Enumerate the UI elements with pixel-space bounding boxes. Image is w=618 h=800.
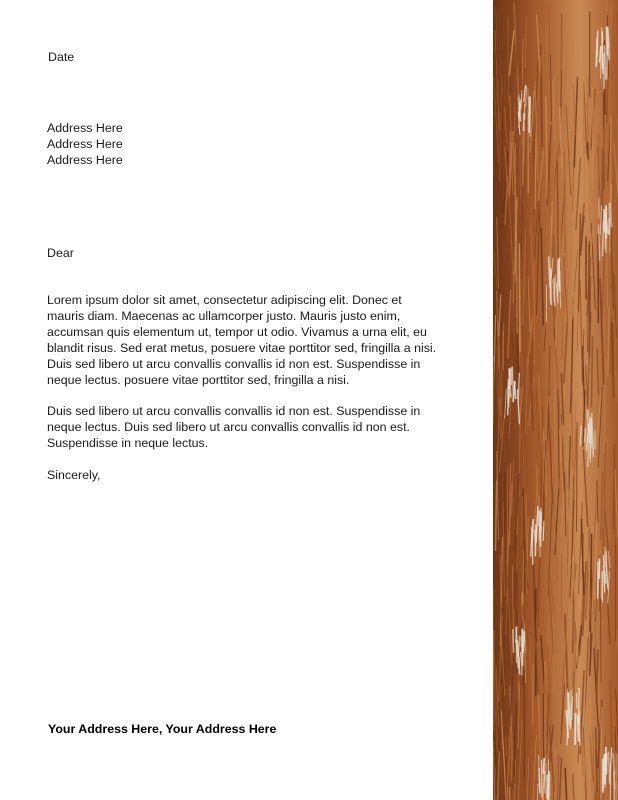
fur-spot-strand [590,417,591,444]
fur-spot-strand [543,758,544,774]
fur-strand [510,131,511,179]
fur-spot-strand [513,629,514,653]
fur-spot-strand [596,38,597,64]
salutation: Dear [47,246,74,260]
fur-strand [516,230,517,334]
fur-spot-strand [559,259,560,289]
signoff: Sincerely, [47,468,101,482]
fur-strand [617,754,618,800]
body-paragraph-2: Duis sed libero ut arcu convallis convallis id non est. Suspendisse in neque lectus. Duis sed libero ut arcu convallis convallis id non est. Suspendisse in neque lectus. [47,404,421,450]
fur-spot-strand [577,693,578,709]
address-line-3: Address Here [47,153,123,167]
fur-spot-strand [546,763,547,782]
fur-spot-strand [609,752,610,784]
fur-strand [601,598,602,683]
fur-strand [519,243,520,352]
fur-spot-strand [547,775,548,799]
address-line-2: Address Here [47,137,123,151]
fur-spot-strand [602,571,603,601]
fur-spot-strand [535,524,536,556]
fur-spot-strand [578,715,579,742]
fur-texture-panel [493,0,618,800]
fur-spot-strand [580,426,581,446]
fur-strand [598,133,599,204]
fur-spot-strand [607,41,608,79]
fur-strand [592,87,593,191]
recipient-address [47,120,123,168]
date-line: Date [48,50,75,64]
footer-address: Your Address Here, Your Address Here [48,722,277,736]
fur-strand [557,161,558,267]
fur-strand [577,422,578,532]
fur-strand [591,336,592,408]
body-paragraph-1: Lorem ipsum dolor sit amet, consectetur adipiscing elit. Donec et mauris diam. Maecenas ac ullamcorper justo. Mauris justo enim, accumsan quis elementum ut, tempor ut odio. Vivamus a urna elit, eu blandit risus. Sed erat metus, posuere vitae porttitor sed, fringilla a nisi. Duis sed libero ut arcu convallis convallis id non est. Suspendisse in neque lectus. posuere vitae porttitor sed, fringilla a nisi. [47,293,437,387]
fur-spot-strand [599,224,600,261]
fur-strand [611,317,612,374]
fur-strand [555,351,556,450]
address-line-1: Address Here [47,121,123,135]
fur-spot-strand [543,521,544,541]
fur-spot-strand [520,102,521,122]
fur-texture-image [493,0,618,800]
